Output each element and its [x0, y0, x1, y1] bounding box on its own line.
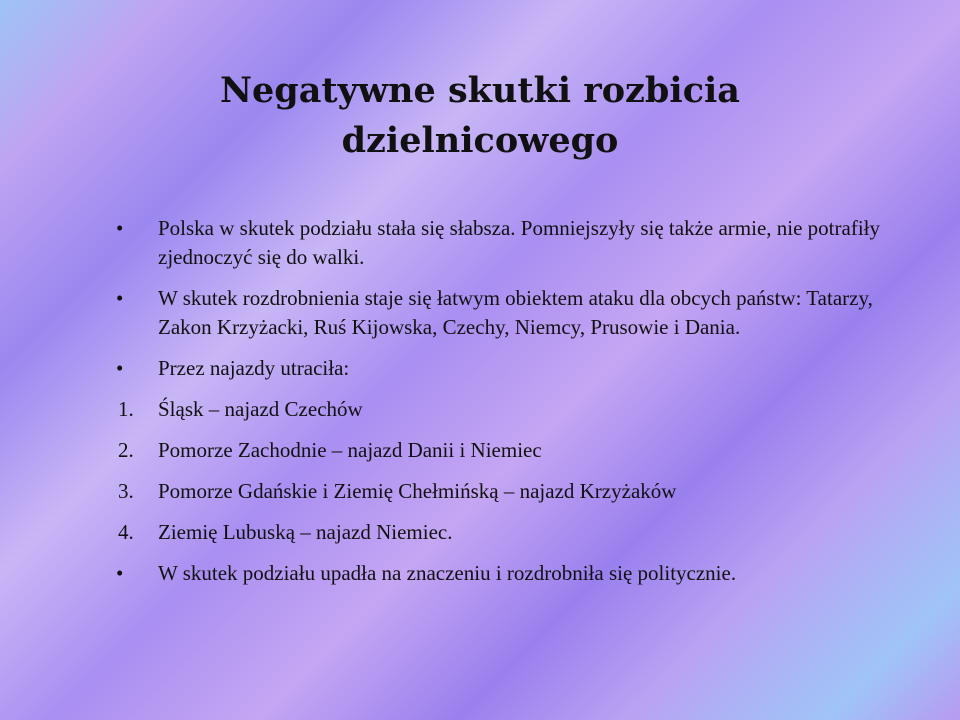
numbered-item [112, 395, 902, 424]
number-marker: 3. [118, 479, 134, 503]
number-marker: 4. [118, 520, 134, 544]
number-marker: 1. [118, 397, 134, 421]
list-item [112, 354, 902, 383]
bullet-marker: • [116, 561, 124, 585]
list-item-text: W skutek rozdrobnienia staje się łatwym obiektem ataku dla obcych państw: Tatarzy, Zakon Krzyżacki, Ruś Kijowska, Czechy, Niemcy, Prusowie i Dania. [158, 286, 873, 339]
numbered-item [112, 477, 902, 506]
list-item-text: Pomorze Gdańskie i Ziemię Chełmińską – najazd Krzyżaków [158, 479, 677, 503]
numbered-item [112, 518, 902, 547]
list-item [112, 559, 902, 588]
list-item [112, 284, 902, 342]
bullet-marker: • [116, 216, 124, 240]
list-item [112, 214, 902, 272]
list-item-text: Ziemię Lubuską – najazd Niemiec. [158, 520, 453, 544]
list-item-text: Pomorze Zachodnie – najazd Danii i Niemiec [158, 438, 542, 462]
list-item-text: Przez najazdy utraciła: [158, 356, 350, 380]
bullet-marker: • [116, 286, 124, 310]
numbered-item [112, 436, 902, 465]
slide-body [112, 214, 902, 600]
list-item-text: W skutek podziału upadła na znaczeniu i rozdrobniła się politycznie. [158, 561, 737, 585]
slide-title: Negatywne skutki rozbicia dzielnicowego [220, 70, 740, 161]
bullet-marker: • [116, 356, 124, 380]
list-item-text: Polska w skutek podziału stała się słabsza. Pomniejszyły się także armie, nie potrafiły zjednoczyć się do walki. [158, 216, 880, 269]
list-item-text: Śląsk – najazd Czechów [158, 397, 363, 421]
number-marker: 2. [118, 438, 134, 462]
